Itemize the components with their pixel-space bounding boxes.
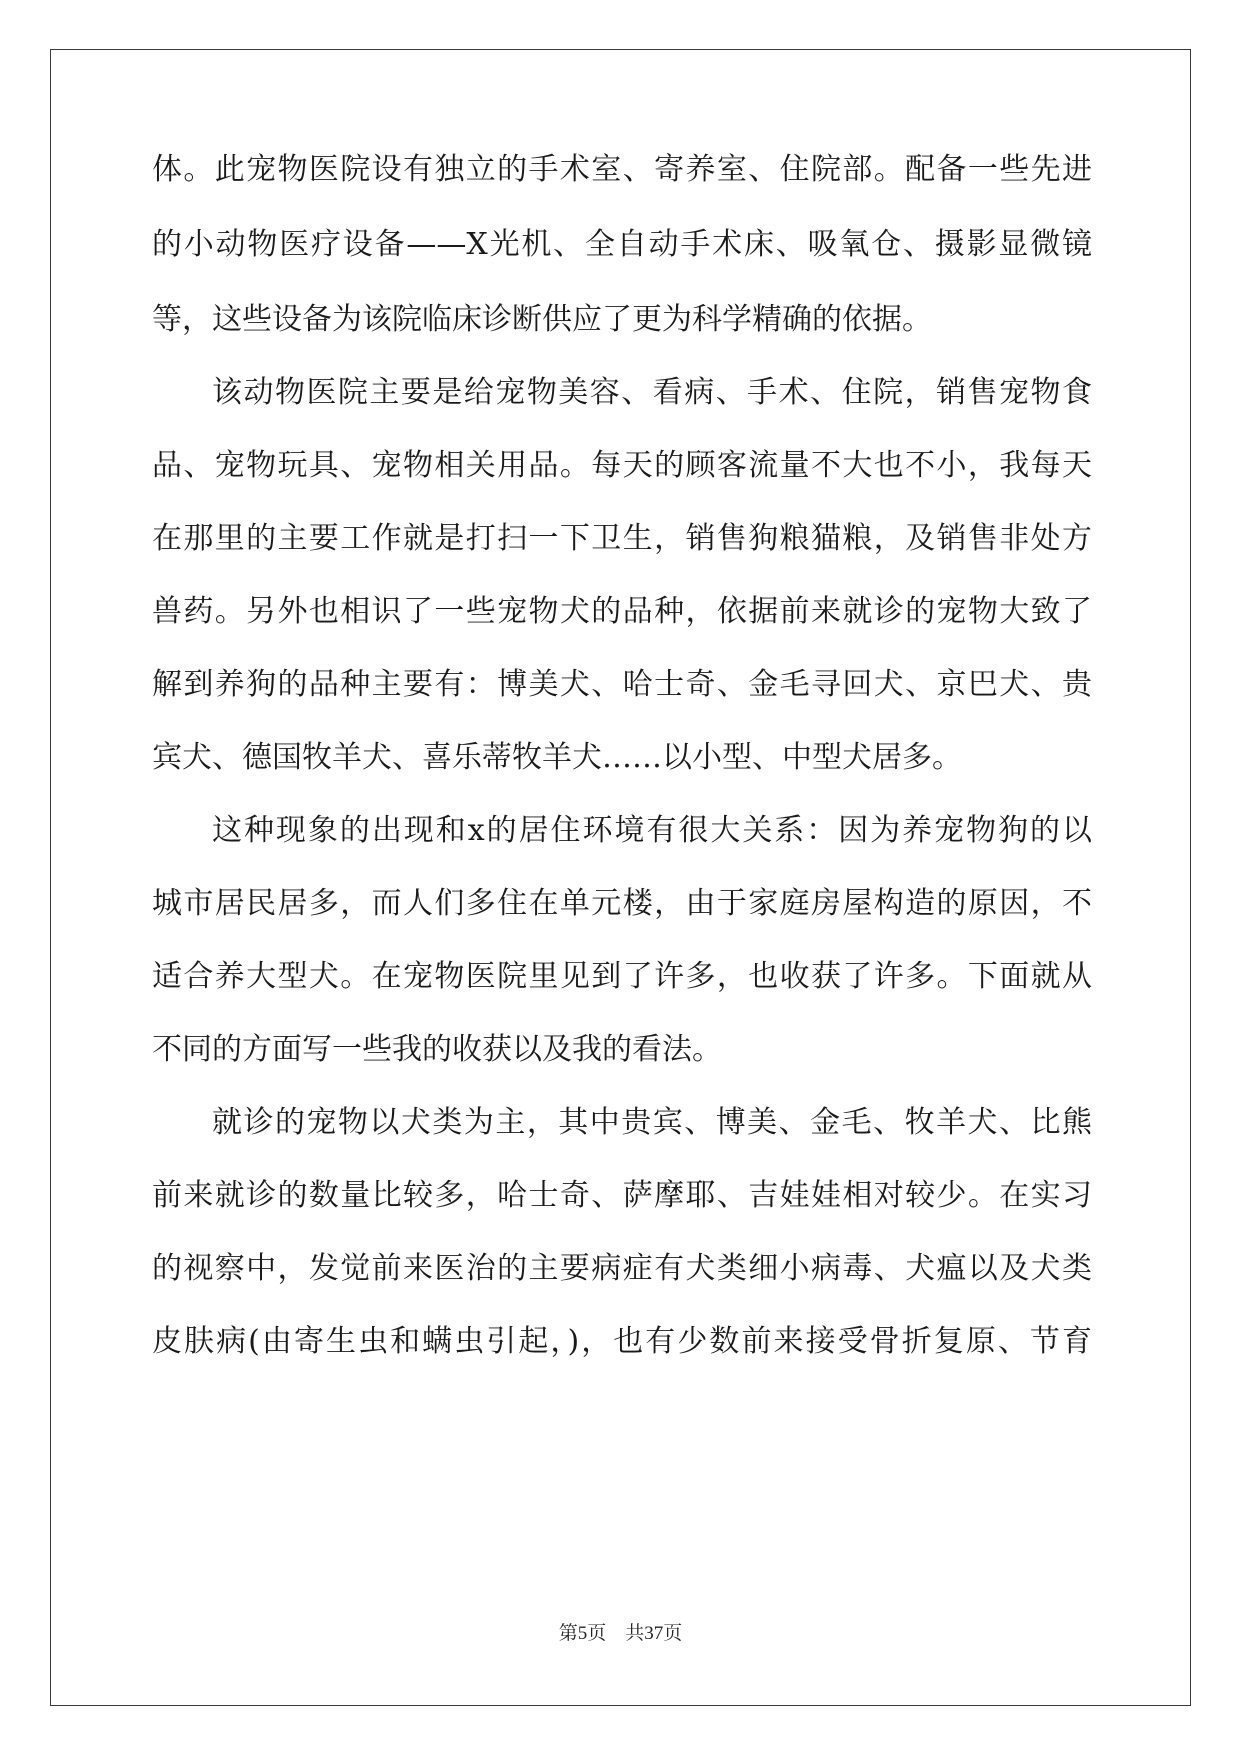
page-border [50, 49, 1191, 1706]
text-line: 城市居民居多，而人们多住在单元楼，由于家庭房屋构造的原因，不 [152, 886, 1092, 921]
text-line: 皮肤病(由寄生虫和螨虫引起，)，也有少数前来接受骨折复原、节育 [152, 1324, 1092, 1359]
page-number-footer: 第5页 共37页 [558, 1623, 683, 1644]
text-line: 品、宠物玩具、宠物相关用品。每天的顾客流量不大也不小，我每天 [152, 448, 1092, 483]
paragraph-first-line: 这种现象的出现和x的居住环境有很大关系：因为养宠物狗的以 [212, 813, 1092, 848]
text-line: 在那里的主要工作就是打扫一下卫生，销售狗粮猫粮，及销售非处方 [152, 521, 1092, 556]
text-line: 的小动物医疗设备——X光机、全自动手术床、吸氧仓、摄影显微镜 [152, 227, 1092, 262]
text-line: 的视察中，发觉前来医治的主要病症有犬类细小病毒、犬瘟以及犬类 [152, 1251, 1092, 1286]
text-line: 等，这些设备为该院临床诊断供应了更为科学精确的依据。 [152, 302, 932, 337]
text-line: 兽药。另外也相识了一些宠物犬的品种，依据前来就诊的宠物大致了 [152, 594, 1092, 629]
text-line: 适合养大型犬。在宠物医院里见到了许多，也收获了许多。下面就从 [152, 959, 1092, 994]
text-line: 解到养狗的品种主要有：博美犬、哈士奇、金毛寻回犬、京巴犬、贵 [152, 667, 1092, 702]
text-line: 不同的方面写一些我的收获以及我的看法。 [152, 1032, 722, 1067]
text-line: 体。此宠物医院设有独立的手术室、寄养室、住院部。配备一些先进 [152, 152, 1092, 187]
text-line: 宾犬、德国牧羊犬、喜乐蒂牧羊犬……以小型、中型犬居多。 [152, 740, 962, 775]
paragraph-first-line: 该动物医院主要是给宠物美容、看病、手术、住院，销售宠物食 [212, 375, 1092, 410]
text-line: 前来就诊的数量比较多，哈士奇、萨摩耶、吉娃娃相对较少。在实习 [152, 1178, 1092, 1213]
paragraph-first-line: 就诊的宠物以犬类为主，其中贵宾、博美、金毛、牧羊犬、比熊 [212, 1105, 1092, 1140]
